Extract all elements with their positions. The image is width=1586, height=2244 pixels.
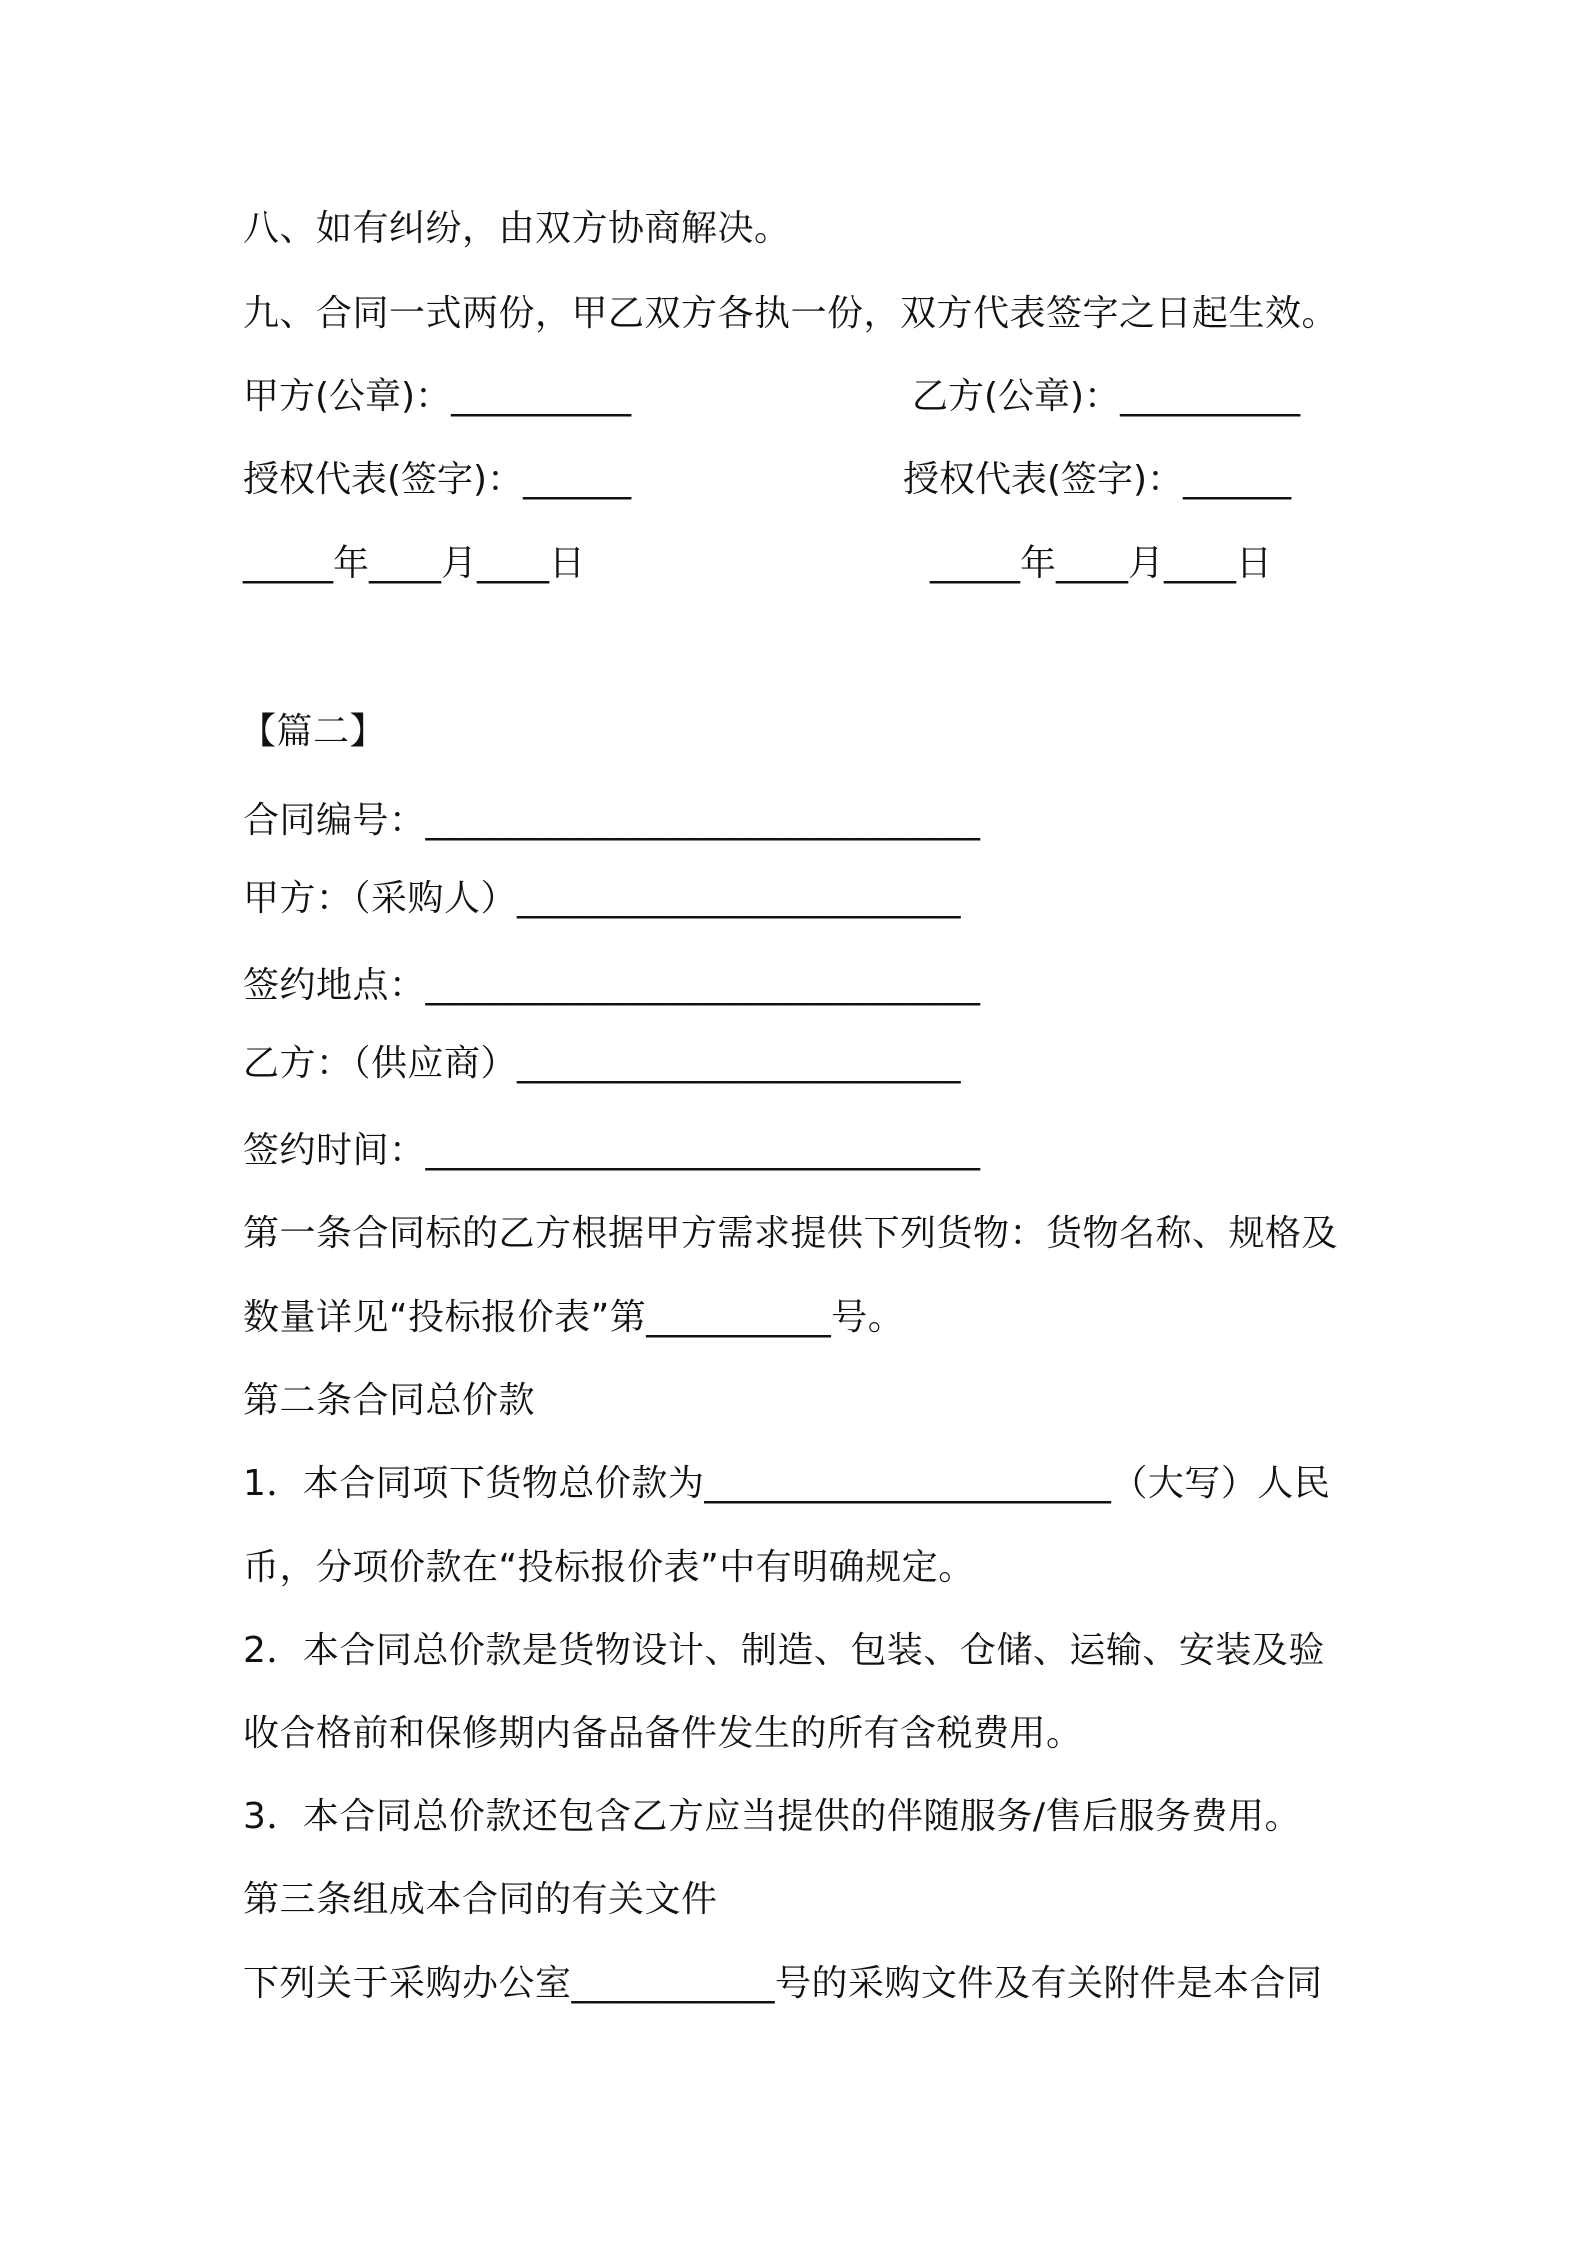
article-1-line-1: 第一条合同标的乙方根据甲方需求提供下列货物：货物名称、规格及	[243, 1213, 1339, 1254]
party-a-date-line: _____年____月____日	[243, 543, 585, 584]
party-b-supplier-line: 乙方：（供应商）________________________	[243, 1043, 962, 1084]
article-1-line-2: 数量详见“投标报价表”第__________号。	[243, 1297, 905, 1338]
article-3-title: 第三条组成本合同的有关文件	[243, 1879, 718, 1920]
party-a-seal-line: 甲方(公章)：__________	[243, 376, 632, 417]
article-3-line-1: 下列关于采购办公室___________号的采购文件及有关附件是本合同	[243, 1963, 1323, 2004]
party-b-date-line: _____年____月____日	[930, 543, 1272, 584]
article-2-item-2-line-2: 收合格前和保修期内备品备件发生的所有含税费用。	[243, 1713, 1083, 1754]
party-a-purchaser-line: 甲方：（采购人）________________________	[243, 878, 962, 919]
article-2-item-1-line-2: 币，分项价款在“投标报价表”中有明确规定。	[243, 1547, 975, 1588]
article-2-item-2-line-1: 2．本合同总价款是货物设计、制造、包装、仓储、运输、安装及验	[243, 1630, 1325, 1671]
article-2-item-1-line-1: 1．本合同项下货物总价款为______________________（大写）人民	[243, 1463, 1331, 1504]
clause-8: 八、如有纠纷，由双方协商解决。	[243, 208, 791, 249]
signing-time-line: 签约时间：______________________________	[243, 1130, 981, 1171]
article-2-item-3: 3．本合同总价款还包含乙方应当提供的伴随服务/售后服务费用。	[243, 1796, 1302, 1837]
party-b-rep-line: 授权代表(签字)：______	[903, 459, 1292, 500]
party-a-rep-line: 授权代表(签字)：______	[243, 459, 632, 500]
signing-place-line: 签约地点：______________________________	[243, 965, 981, 1006]
article-2-title: 第二条合同总价款	[243, 1380, 536, 1421]
clause-9: 九、合同一式两份，甲乙双方各执一份，双方代表签字之日起生效。	[243, 293, 1339, 334]
contract-number-line: 合同编号：______________________________	[243, 800, 981, 841]
party-b-seal-line: 乙方(公章)：__________	[912, 376, 1301, 417]
section-heading: 【篇二】	[240, 711, 387, 752]
